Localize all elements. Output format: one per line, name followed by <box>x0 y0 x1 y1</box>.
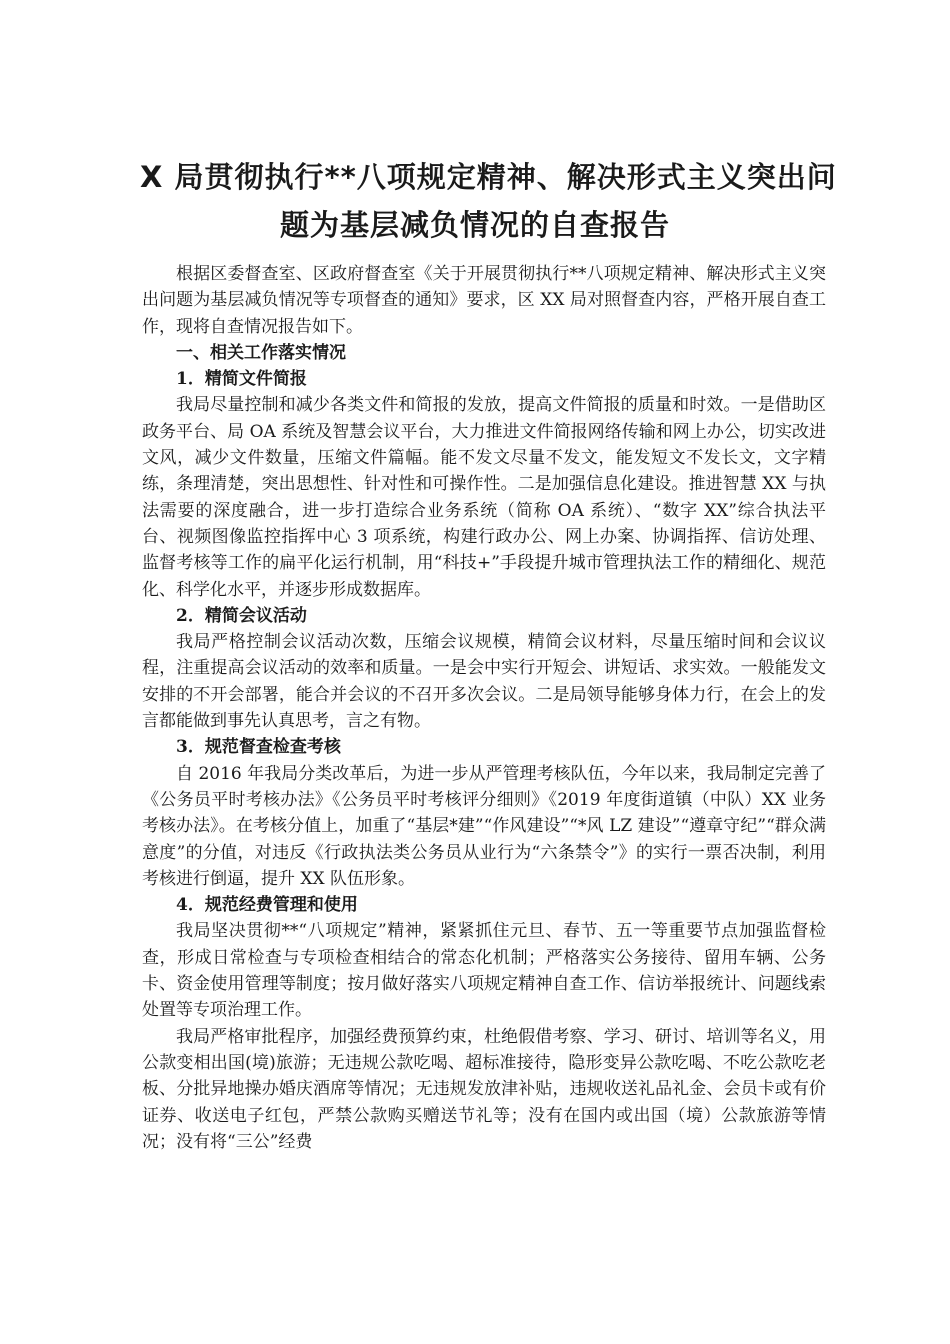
subsection-4-heading: 4．规范经费管理和使用 <box>176 895 358 916</box>
subsection-3-paragraph: 自 2016 年我局分类改革后，为进一步从严管理考核队伍，今年以来，我局制定完善了《公务员平时考核办法》《公务员平时考核评分细则》《2019 年度街道镇（中队）XX 业务考核办法》。在考核分值上，加重了“基层*建”“作风建设”“*风 LZ 建设”“遵章守纪”“群众满意度”的分值，对违反《行政执法类公务员从业行为“六条禁令”》的实行一票否决制，利用考核进行倒逼，提升 XX 队伍形象。 <box>142 763 826 889</box>
subsection-2-paragraph: 我局严格控制会议活动次数，压缩会议规模，精简会议材料，尽量压缩时间和会议议程，注重提高会议活动的效率和质量。一是会中实行开短会、讲短话、求实效。一般能发文安排的不开会部署，能合并会议的不召开多次会议。二是局领导能够身体力行，在会上的发言都能做到事先认真思考，言之有物。 <box>142 632 826 732</box>
document-title-line-2: 题为基层减负情况的自查报告 <box>279 208 670 242</box>
intro-paragraph: 根据区委督查室、区政府督查室《关于开展贯彻执行**八项规定精神、解决形式主义突出问题为基层减负情况等专项督查的通知》要求，区 XX 局对照督查内容，严格开展自查工作，现将自查情况报告如下。 <box>142 264 826 337</box>
subsection-1-paragraph: 我局尽量控制和减少各类文件和简报的发放，提高文件简报的质量和时效。一是借助区政务平台、局 OA 系统及智慧会议平台，大力推进文件简报网络传输和网上办公，切实改进文风，减少文件数量，压缩文件篇幅。能不发文尽量不发文，能发短文不发长文，文字精练，条理清楚，突出思想性、针对性和可操作性。二是加强信息化建设。推进智慧 XX 与执法需要的深度融合，进一步打造综合业务系统（简称 OA 系统）、“数字 XX”综合执法平台、视频图像监控指挥中心 3 项系统，构建行政办公、网上办案、协调指挥、信访处理、监督考核等工作的扁平化运行机制，用“科技+”手段提升城市管理执法工作的精细化、规范化、科学化水平，并逐步形成数据库。 <box>142 395 826 600</box>
subsection-2-heading: 2．精简会议活动 <box>176 605 307 626</box>
document-title-line-1: X 局贯彻执行**八项规定精神、解决形式主义突出问 <box>140 160 837 194</box>
subsection-3-heading: 3．规范督查检查考核 <box>176 737 341 758</box>
document-body <box>142 261 826 1155</box>
section-1-heading: 一、相关工作落实情况 <box>176 342 346 363</box>
subsection-1-heading: 1．精简文件简报 <box>176 369 307 390</box>
subsection-4-paragraph-2: 我局严格审批程序，加强经费预算约束，杜绝假借考察、学习、研讨、培训等名义，用公款变相出国(境)旅游；无违规公款吃喝、超标准接待，隐形变异公款吃喝、不吃公款吃老板、分批异地操办婚庆酒席等情况；无违规发放津补贴，违规收送礼品礼金、会员卡或有价证券、收送电子红包，严禁公款购买赠送节礼等；没有在国内或出国（境）公款旅游等情况；没有将“三公”经费 <box>142 1026 826 1152</box>
subsection-4-paragraph-1: 我局坚决贯彻**“八项规定”精神，紧紧抓住元旦、春节、五一等重要节点加强监督检查，形成日常检查与专项检查相结合的常态化机制；严格落实公务接待、留用车辆、公务卡、资金使用管理等制度；按月做好落实八项规定精神自查工作、信访举报统计、问题线索处置等专项治理工作。 <box>142 921 826 1021</box>
